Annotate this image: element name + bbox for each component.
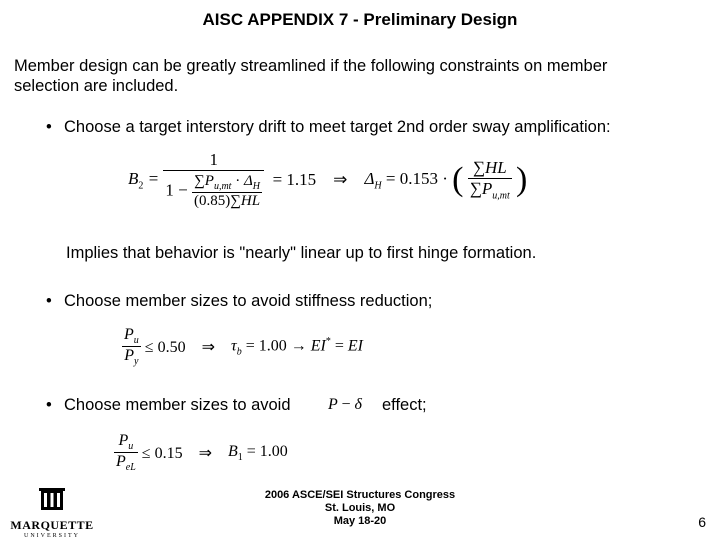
equation-p-delta: $\frac{P_u}{P_{eL}}$ ≤ 0.15 ⇒ $B_1 = 1.00$ <box>116 432 288 474</box>
bullet-p-delta-end: effect; <box>382 396 427 414</box>
page-number: 6 <box>698 514 706 530</box>
equation-stiffness: $\frac{P_u}{P_y}$ ≤ 0.50 ⇒ $\tau_b = 1.00 \to EI^*$ = EI <box>124 326 363 368</box>
linear-behavior-note: Implies that behavior is "nearly" linear up to first hinge formation. <box>66 244 537 262</box>
footer <box>0 489 720 528</box>
p-delta-symbol: P − δ <box>328 396 362 413</box>
bullet-dot: • <box>46 118 52 136</box>
footer-line-2: St. Louis, MO <box>324 502 396 514</box>
logo-subtitle: UNIVERSITY <box>24 533 80 539</box>
footer-line-1: 2006 ASCE/SEI Structures Congress <box>264 489 456 501</box>
equation-b2: $B_2$ = 1 1 − $\frac{\sum P_{u,mt} \cdot \Delta_H}{(0.85)\sum HL}$ = 1.15 ⇒ $\Delta_H = 0.153$ · ( $\frac{\sum HL}{\sum P_{u,mt}}$ ) <box>128 150 528 209</box>
bullet-dot: • <box>46 396 52 414</box>
bullet-p-delta: • Choose member sizes to avoid <box>46 396 291 414</box>
bullet-dot: • <box>46 292 52 310</box>
bullet-stiffness: • Choose member sizes to avoid stiffness reduction; <box>46 292 433 310</box>
slide-title: AISC APPENDIX 7 - Preliminary Design <box>202 10 518 29</box>
intro-text: Member design can be greatly streamlined if the following constraints on member selection are included. <box>14 57 608 95</box>
logo-name: MARQUETTE <box>10 518 94 532</box>
footer-line-3: May 18-20 <box>333 515 387 527</box>
bullet-drift: • Choose a target interstory drift to meet target 2nd order sway amplification: <box>46 118 611 136</box>
